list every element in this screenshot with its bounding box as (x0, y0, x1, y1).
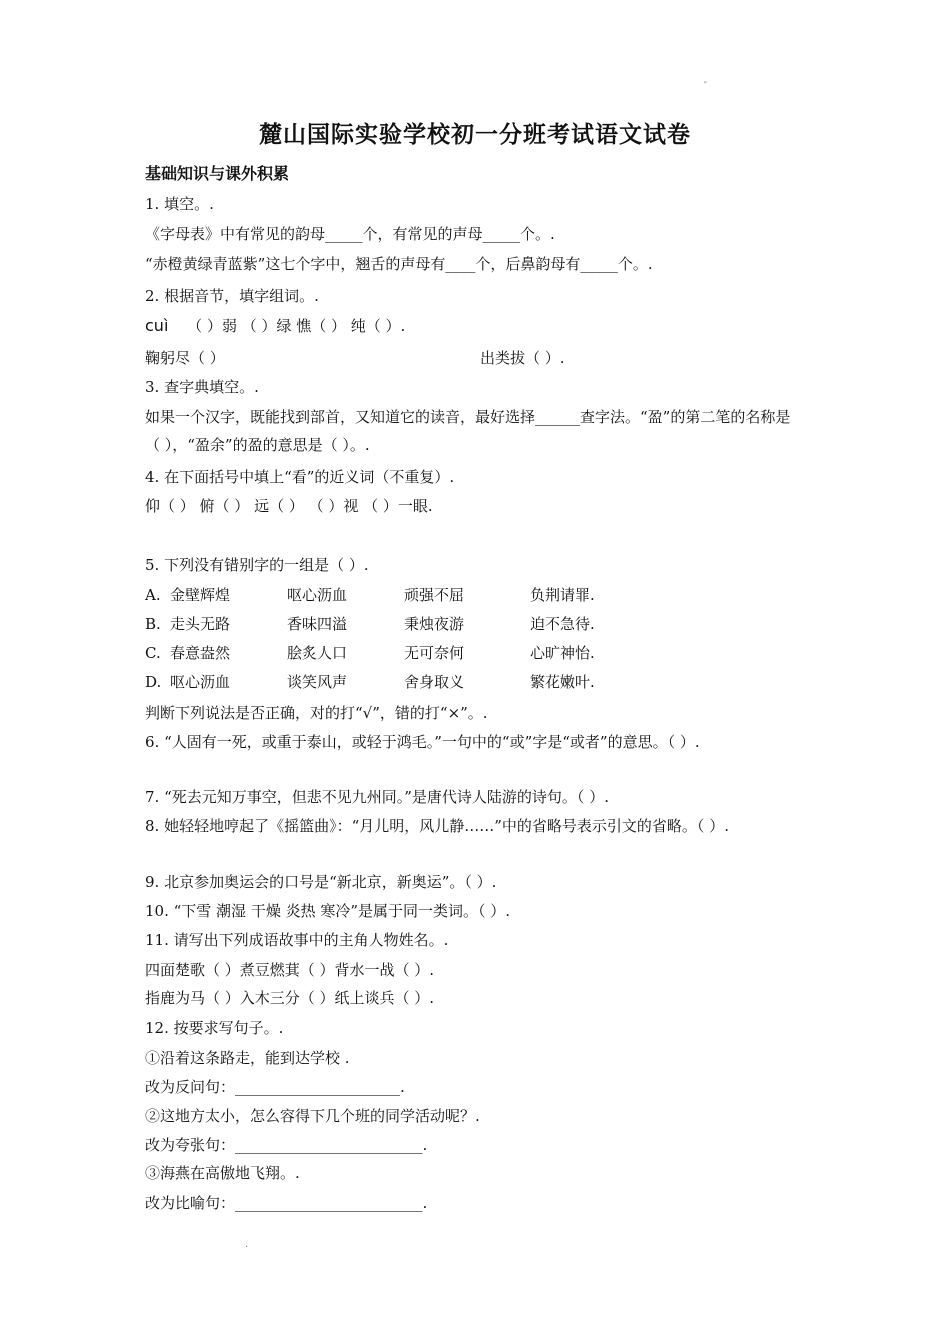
q5-option-word: 迫不急待. (530, 615, 595, 633)
q2-line-2a: 鞠躬尽（ ） (145, 349, 225, 367)
q5-option-word: 呕心沥血 (287, 586, 348, 604)
q1-label: 1. 填空。. (145, 195, 214, 213)
q2-line-2b: 出类拔（ ）. (480, 349, 565, 367)
q4-text: 仰（ ） 俯（ ） 远（ ） （ ）视 （ ）一眼. (145, 497, 433, 515)
q5-label: 5. 下列没有错别字的一组是（ ）. (145, 556, 369, 574)
q5-option-word: 香味四溢 (287, 615, 348, 633)
q12-sentence-3: ③海燕在高傲地飞翔。. (145, 1164, 300, 1182)
q11-line-2: 指鹿为马（ ）入木三分（ ）纸上谈兵（ ）. (145, 989, 435, 1007)
q5-option-letter: C. (145, 644, 161, 662)
q10-text: 10. “下雪 潮湿 干燥 炎热 寒冷”是属于同一类词。（ ）. (145, 902, 511, 920)
q2-line-1 (145, 316, 405, 336)
q5-option-word: 谈笑风声 (287, 673, 348, 691)
q5-option-word: 秉烛夜游 (404, 615, 465, 633)
q12-label: 12. 按要求写句子。. (145, 1019, 284, 1037)
q5-option-word: 顽强不屈 (404, 586, 465, 604)
q1-line-2: “赤橙黄绿青蓝紫”这七个字中，翘舌的声母有____个，后鼻韵母有_____个。. (145, 255, 653, 273)
footer-mark: . (245, 1239, 249, 1250)
q3-label: 3. 查字典填空。. (145, 378, 259, 396)
q5-option-word: 春意盎然 (170, 644, 231, 662)
q5-option-word: 舍身取义 (404, 673, 465, 691)
q5-option-letter: B. (145, 615, 161, 633)
q8-text: 8. 她轻轻地哼起了《摇篮曲》：“月儿明，风儿静……”中的省略号表示引文的省略。（ ）. (145, 817, 729, 835)
q5-option-letter: A. (145, 586, 161, 604)
q2-label: 2. 根据音节，填字组词。. (145, 287, 319, 305)
page-title: 麓山国际实验学校初一分班考试语文试卷 (259, 122, 691, 148)
q11-line-1: 四面楚歌（ ）煮豆燃萁（ ）背水一战（ ）. (145, 961, 435, 979)
corner-mark: ˇ (703, 82, 708, 92)
q3-text: 如果一个汉字，既能找到部首，又知道它的读音，最好选择______查字法。“盈”的第二笔的名称是（ ），“盈余”的盈的意思是（ ）。. (145, 408, 791, 454)
q5-option-word: 呕心沥血 (170, 673, 231, 691)
q5-option-word: 脍炙人口 (287, 644, 348, 662)
q12-sentence-2: ②这地方太小，怎么容得下几个班的同学活动呢？. (145, 1107, 480, 1125)
q12-task-1: 改为反问句：______________________. (145, 1078, 405, 1096)
q11-label: 11. 请写出下列成语故事中的主角人物姓名。. (145, 931, 449, 949)
judge-intro: 判断下列说法是否正确，对的打“√”，错的打“×”。. (145, 704, 488, 722)
q12-task-3: 改为比喻句：_________________________. (145, 1194, 428, 1212)
q5-option-word: 无可奈何 (404, 644, 465, 662)
q7-text: 7. “死去元知万事空，但悲不见九州同。”是唐代诗人陆游的诗句。（ ）. (145, 788, 609, 806)
q5-option-letter: D. (145, 673, 162, 691)
q2-pinyin: cuì (145, 316, 169, 335)
q9-text: 9. 北京参加奥运会的口号是“新北京，新奥运”。（ ）. (145, 873, 497, 891)
q1-line-1: 《字母表》中有常见的韵母_____个，有常见的声母_____个。. (145, 225, 555, 243)
q4-label: 4. 在下面括号中填上“看”的近义词（不重复）. (145, 468, 455, 486)
q5-option-word: 繁花嫩叶. (530, 673, 595, 691)
q12-sentence-1: ①沿着这条路走，能到达学校 . (145, 1049, 350, 1067)
q2-blanks: （ ）弱 （ ）绿 憔（ ） 纯（ ）. (187, 317, 406, 335)
q6-text: 6. “人固有一死，或重于泰山，或轻于鸿毛。”一句中的“或”字是“或者”的意思。（ ）. (145, 733, 700, 751)
q5-option-word: 走头无路 (170, 615, 231, 633)
q5-option-word: 负荆请罪. (530, 586, 595, 604)
q5-option-word: 金壁辉煌 (170, 586, 231, 604)
q12-task-2: 改为夸张句：_________________________. (145, 1136, 428, 1154)
section-heading: 基础知识与课外积累 (145, 164, 290, 183)
q5-option-word: 心旷神怡. (530, 644, 595, 662)
